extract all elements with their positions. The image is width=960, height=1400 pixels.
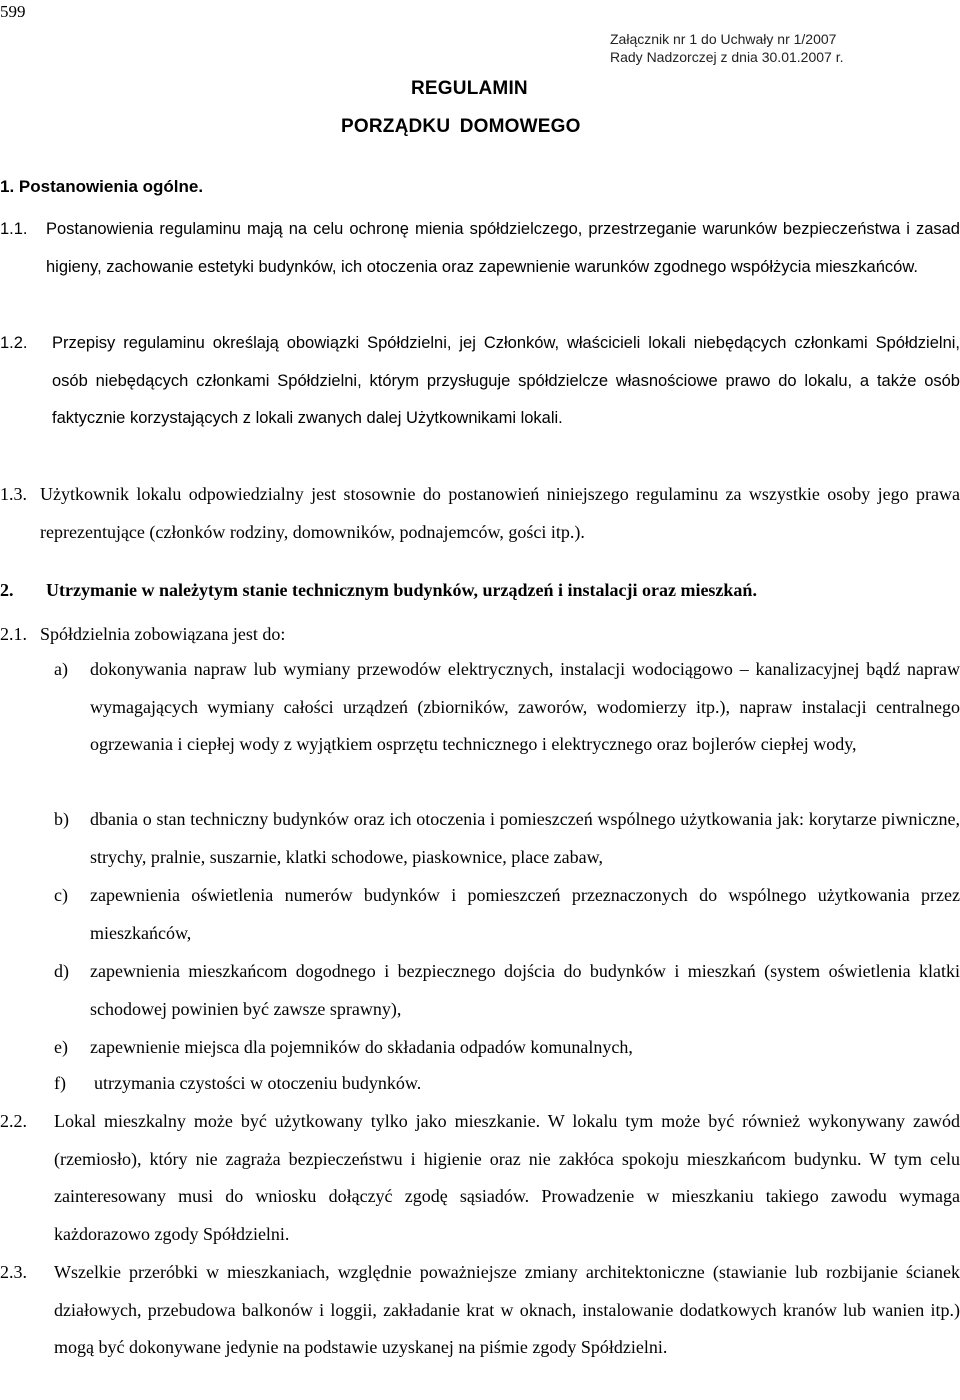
annex-note <box>610 30 843 66</box>
paragraph-text: Spółdzielnia zobowiązana jest do: <box>40 624 286 644</box>
paragraph-1-3 <box>0 476 960 556</box>
paragraph-text: Postanowienia regulaminu mają na celu ochronę mienia spółdzielczego, przestrzeganie warunków bezpieczeństwa i zasad higieny, zachowanie estetyki budynków, ich otoczenia oraz zapewnienie warunków zgodnego współżycia mieszkańców. <box>46 220 960 276</box>
item-letter: d) <box>54 961 69 981</box>
section-1-heading: 1. Postanowienia ogólne. <box>0 177 204 196</box>
paragraph-text: Wszelkie przeróbki w mieszkaniach, względnie poważniejsze zmiany architektoniczne (stawianie lub rozbijanie ścianek działowych, przebudowa balkonów i loggii, zakładanie krat w oknach, instalowanie dodatkowych kranów lub wanien itp.) mogą być dokonywane jedynie na podstawie uzyskanej na piśmie zgody Spółdzielni. <box>54 1262 960 1357</box>
item-text: zapewnienia oświetlenia numerów budynków i pomieszczeń przeznaczonych do wspólnego użytkowania przez mieszkańców, <box>90 885 960 943</box>
item-text: utrzymania czystości w otoczeniu budynków. <box>94 1073 422 1093</box>
annex-line-2: Rady Nadzorczej z dnia 30.01.2007 r. <box>610 49 844 65</box>
item-letter: b) <box>54 809 69 829</box>
item-text: zapewnienie miejsca dla pojemników do składania odpadów komunalnych, <box>90 1037 633 1057</box>
paragraph-number: 1.1. <box>0 220 28 238</box>
section-number: 2. <box>0 580 14 600</box>
item-text: dokonywania napraw lub wymiany przewodów elektrycznych, instalacji wodociągowo – kanalizacyjnej bądź napraw wymagających wymiany całości urządzeń (zbiorników, zaworów, wodomierzy itp.), napraw instalacji centralnego ogrzewania i ciepłej wody z wyjątkiem osprzętu technicznego i elektrycznego oraz bojlerów ciepłej wody, <box>90 659 960 754</box>
document-title: REGULAMIN <box>411 78 528 99</box>
paragraph-number: 2.2. <box>0 1111 27 1131</box>
paragraph-2-1 <box>0 616 960 654</box>
item-text: zapewnienia mieszkańcom dogodnego i bezpiecznego dojścia do budynków i mieszkań (system oświetlenia klatki schodowej powinien być zawsze sprawny), <box>90 961 960 1019</box>
item-letter: a) <box>54 659 68 679</box>
paragraph-number: 2.1. <box>0 624 27 644</box>
paragraph-1-1 <box>0 211 960 326</box>
paragraph-2-3 <box>0 1254 960 1400</box>
paragraph-text: Użytkownik lokalu odpowiedzialny jest stosownie do postanowień niniejszego regulaminu za wszystkie osoby jego prawa reprezentujące (członków rodziny, domowników, podnajemców, gości itp.). <box>40 484 960 542</box>
section-title: Utrzymanie w należytym stanie technicznym budynków, urządzeń i instalacji oraz mieszkań. <box>46 580 757 600</box>
item-letter: e) <box>54 1037 68 1057</box>
paragraph-number: 2.3. <box>0 1262 27 1282</box>
paragraph-text: Lokal mieszkalny może być użytkowany tylko jako mieszkanie. W lokalu tym może być również wykonywany zawód (rzemiosło), który nie zagraża bezpieczeństwu i higienie oraz nie zakłóca spokoju mieszkańcom budynku. W tym celu zainteresowany musi do wniosku dołączyć zgodę sąsiadów. Prowadzenie w mieszkaniu takiego zawodu wymaga każdorazowo zgody Spółdzielni. <box>54 1111 960 1244</box>
item-text: dbania o stan techniczny budynków oraz ich otoczenia i pomieszczeń wspólnego użytkowania jak: korytarze piwniczne, strychy, pralnie, suszarnie, klatki schodowe, piaskownice, place zabaw, <box>90 809 960 867</box>
item-letter: c) <box>54 885 68 905</box>
paragraph-number: 1.3. <box>0 484 27 504</box>
paragraph-1-2 <box>0 325 960 475</box>
item-letter: f) <box>54 1073 66 1093</box>
paragraph-number: 1.2. <box>0 334 28 352</box>
paragraph-text: Przepisy regulaminu określają obowiązki Spółdzielni, jej Członków, właścicieli lokali niebędących członkami Spółdzielni, osób niebędących członkami Spółdzielni, którym przysługuje spółdzielcze własnościowe prawo do lokalu, a także osób faktycznie korzystających z lokali zwanych dalej Użytkownikami lokali. <box>52 334 960 427</box>
annex-line-1: Załącznik nr 1 do Uchwały nr 1/2007 <box>610 31 837 47</box>
paragraph-2-2 <box>0 1103 960 1253</box>
document-subtitle: PORZĄDKU DOMOWEGO <box>341 116 581 137</box>
page-number: 599 <box>0 2 26 21</box>
